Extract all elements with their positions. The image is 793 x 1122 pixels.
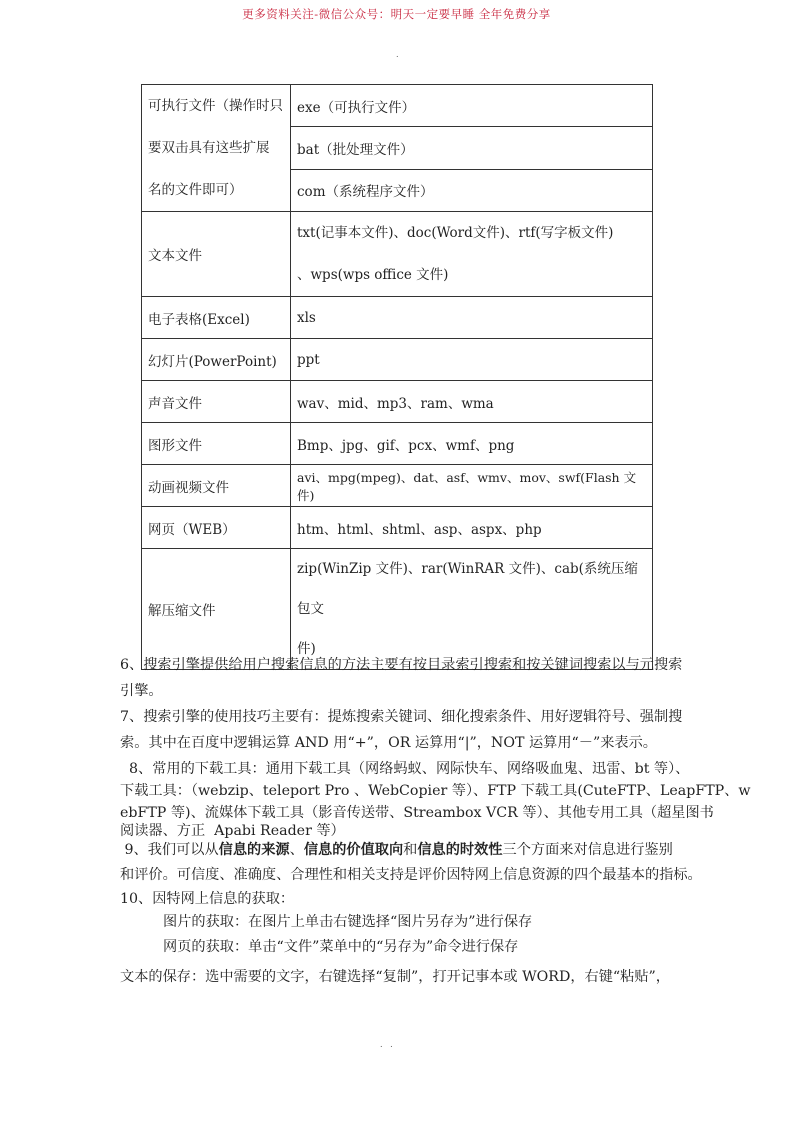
group1-label bbox=[142, 85, 291, 212]
type-cell: 网页（WEB） bbox=[142, 507, 291, 549]
text: 9、我们可以从 bbox=[120, 842, 219, 858]
para-7-line: 索。其中在百度中逻辑运算 AND 用“+”，OR 运算用“|”，NOT 运算用“－”来表示。 bbox=[120, 735, 657, 751]
para-7-line: 7、搜索引擎的使用技巧主要有：提炼搜索关键词、细化搜索条件、用好逻辑符号、强制搜 bbox=[120, 709, 683, 725]
para-9-line: 和评价。可信度、准确度、合理性和相关支持是评价因特网上信息资源的四个最基本的指标。 bbox=[120, 867, 702, 883]
para-9-line bbox=[120, 839, 673, 859]
file-type-table bbox=[141, 84, 653, 670]
ext-cell: wav、mid、mp3、ram、wma bbox=[291, 381, 653, 423]
label-line: 名的文件即可） bbox=[148, 182, 243, 198]
para-10-title: 10、因特网上信息的获取： bbox=[120, 891, 295, 907]
para-8-line: 下载工具：（webzip、teleport Pro 、WebCopier 等）、FTP 下载工具(CuteFTP、LeapFTP、w bbox=[120, 783, 751, 799]
ext-cell: Bmp、jpg、gif、pcx、wmf、png bbox=[291, 423, 653, 465]
type-cell: 动画视频文件 bbox=[142, 465, 291, 507]
ext-line: 、wps(wps office 文件) bbox=[297, 267, 449, 283]
para-10-image: 图片的获取：在图片上单击右键选择“图片另存为”进行保存 bbox=[163, 914, 533, 930]
ext-cell: avi、mpg(mpeg)、dat、asf、wmv、mov、swf(Flash 文件) bbox=[291, 465, 653, 507]
ext-cell bbox=[291, 549, 653, 670]
emphasis-source: 信息的来源 bbox=[218, 842, 290, 858]
ext-cell bbox=[291, 212, 653, 297]
footer-mark: . . bbox=[380, 1040, 393, 1049]
type-cell: 解压缩文件 bbox=[142, 549, 291, 670]
label-line: 要双击具有这些扩展 bbox=[148, 140, 270, 156]
text: 、 bbox=[289, 842, 304, 858]
label-line: 可执行文件（操作时只 bbox=[148, 98, 283, 114]
ext-line: txt(记事本文件)、doc(Word文件)、rtf(写字板文件) bbox=[297, 225, 614, 241]
ext-cell: com（系统程序文件） bbox=[291, 169, 653, 211]
header-banner: 更多资料关注-微信公众号：明天一定要早睡 全年免费分享 bbox=[242, 7, 551, 21]
ext-cell: ppt bbox=[291, 339, 653, 381]
para-10-text: 文本的保存：选中需要的文字，右键选择“复制”，打开记事本或 WORD，右键“粘贴”， bbox=[120, 969, 670, 985]
type-cell: 电子表格(Excel) bbox=[142, 297, 291, 339]
type-cell: 声音文件 bbox=[142, 381, 291, 423]
emphasis-value: 信息的价值取向 bbox=[303, 842, 404, 858]
para-10-webpage: 网页的获取：单击“文件”菜单中的“另存为”命令进行保存 bbox=[163, 939, 519, 955]
ext-cell: bat（批处理文件） bbox=[291, 127, 653, 169]
para-8-line: 8、常用的下载工具：通用下载工具（网络蚂蚁、网际快车、网络吸血鬼、迅雷、bt 等）、 bbox=[120, 761, 690, 777]
top-mark: . bbox=[396, 50, 399, 59]
ext-line: zip(WinZip 文件)、rar(WinRAR 文件)、cab(系统压缩包文 bbox=[297, 561, 638, 617]
text: 和 bbox=[403, 842, 418, 858]
type-cell: 文本文件 bbox=[142, 212, 291, 297]
para-8-line: 阅读器、方正 Apabi Reader 等） bbox=[120, 823, 345, 839]
type-cell: 图形文件 bbox=[142, 423, 291, 465]
para-6-line: 6、搜索引擎提供给用户搜索信息的方法主要有按目录索引搜索和按关键词搜索以与元搜索 bbox=[120, 657, 683, 673]
type-cell: 幻灯片(PowerPoint) bbox=[142, 339, 291, 381]
para-6-line: 引擎。 bbox=[120, 683, 163, 699]
ext-cell: htm、html、shtml、asp、aspx、php bbox=[291, 507, 653, 549]
text: 三个方面来对信息进行鉴别 bbox=[502, 842, 673, 858]
emphasis-timeliness: 信息的时效性 bbox=[417, 842, 503, 858]
ext-cell: xls bbox=[291, 297, 653, 339]
ext-line: 件) bbox=[297, 641, 316, 657]
ext-cell: exe（可执行文件） bbox=[291, 85, 653, 127]
para-8-line: ebFTP 等)、流媒体下载工具（影音传送带、Streambox VCR 等）、其他专用工具（超星图书 bbox=[120, 805, 714, 821]
